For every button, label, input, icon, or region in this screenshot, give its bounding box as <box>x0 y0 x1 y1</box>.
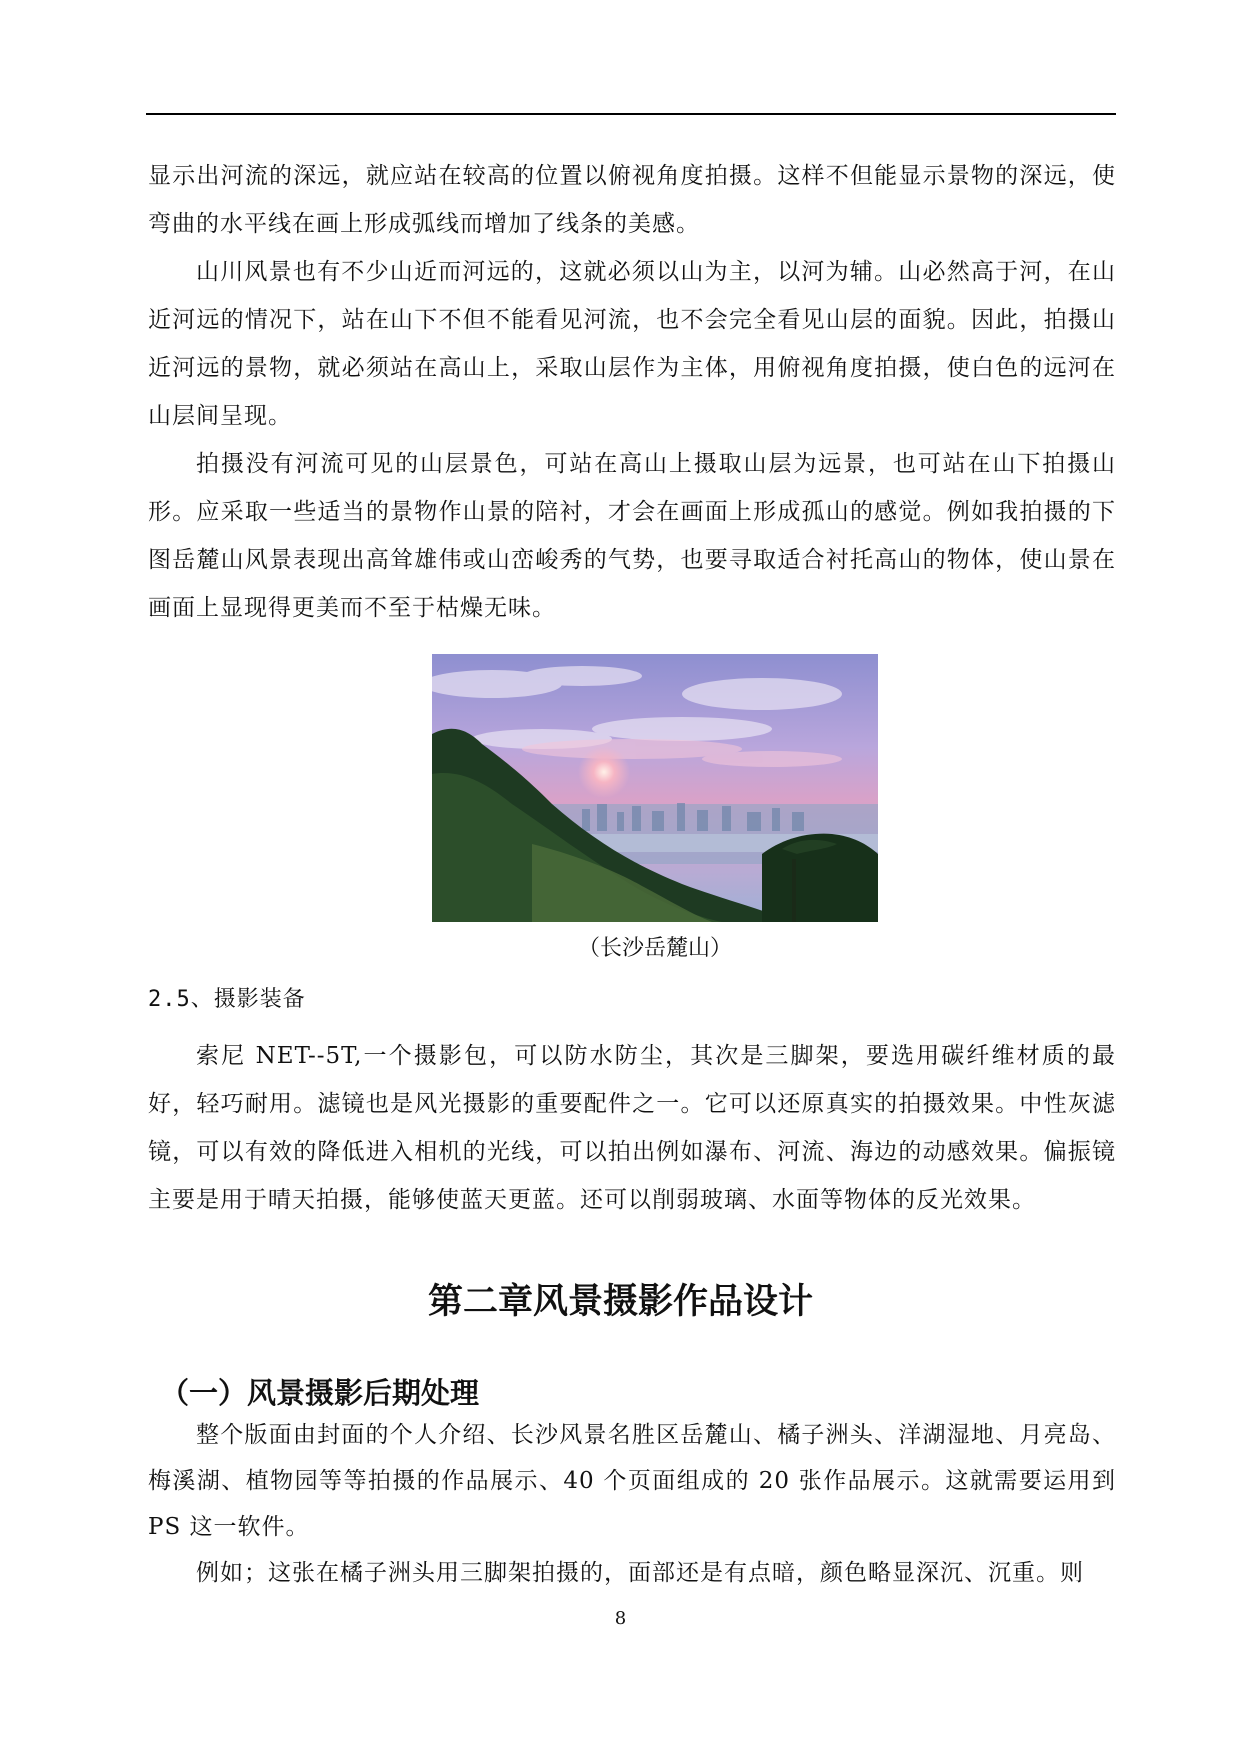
header-rule <box>146 113 1116 115</box>
page-number: 8 <box>614 1608 627 1629</box>
paragraph: 山川风景也有不少山近而河远的，这就必须以山为主，以河为辅。山必然高于河，在山近河远的情况下，站在山下不但不能看见河流，也不会完全看见山层的面貌。因此，拍摄山近河远的景物，就必须站在高山上，采取山层作为主体，用俯视角度拍摄，使白色的远河在山层间呈现。 <box>148 259 1116 429</box>
yuelu-mountain-photo <box>432 654 878 922</box>
body-text-top <box>148 152 1116 632</box>
paragraph: 拍摄没有河流可见的山层景色，可站在高山上摄取山层为远景，也可站在山下拍摄山形。应采取一些适当的景物作山景的陪衬，才会在画面上形成孤山的感觉。例如我拍摄的下图岳麓山风景表现出高耸雄伟或山峦峻秀的气势，也要寻取适合衬托高山的物体，使山景在画面上显现得更美而不至于枯燥无味。 <box>148 451 1116 621</box>
chapter-title: 第二章风景摄影作品设计 <box>427 1282 813 1322</box>
paragraph: 显示出河流的深远，就应站在较高的位置以俯视角度拍摄。这样不但能显示景物的深远，使弯曲的水平线在画上形成弧线而增加了线条的美感。 <box>148 163 1116 237</box>
photo-caption: （长沙岳麓山） <box>577 936 732 961</box>
body-text-chapter <box>148 1412 1116 1596</box>
paragraph: 例如；这张在橘子洲头用三脚架拍摄的，面部还是有点暗，颜色略显深沉、沉重。则 <box>196 1560 1084 1586</box>
paragraph: 整个版面由封面的个人介绍、长沙风景名胜区岳麓山、橘子洲头、洋湖湿地、月亮岛、梅溪湖、植物园等等拍摄的作品展示、40 个页面组成的 20 张作品展示。这就需要运用到 PS 这一软件。 <box>148 1422 1116 1540</box>
landscape-photo <box>432 654 878 922</box>
section-heading: 2.5、摄影装备 <box>148 987 306 1012</box>
body-text-equipment <box>148 1032 1116 1224</box>
chapter-subheading: （一）风景摄影后期处理 <box>160 1376 480 1410</box>
paragraph: 索尼 NET--5T,一个摄影包，可以防水防尘，其次是三脚架，要选用碳纤维材质的最好，轻巧耐用。滤镜也是风光摄影的重要配件之一。它可以还原真实的拍摄效果。中性灰滤镜，可以有效的降低进入相机的光线，可以拍出例如瀑布、河流、海边的动感效果。偏振镜主要是用于晴天拍摄，能够使蓝天更蓝。还可以削弱玻璃、水面等物体的反光效果。 <box>148 1043 1116 1213</box>
